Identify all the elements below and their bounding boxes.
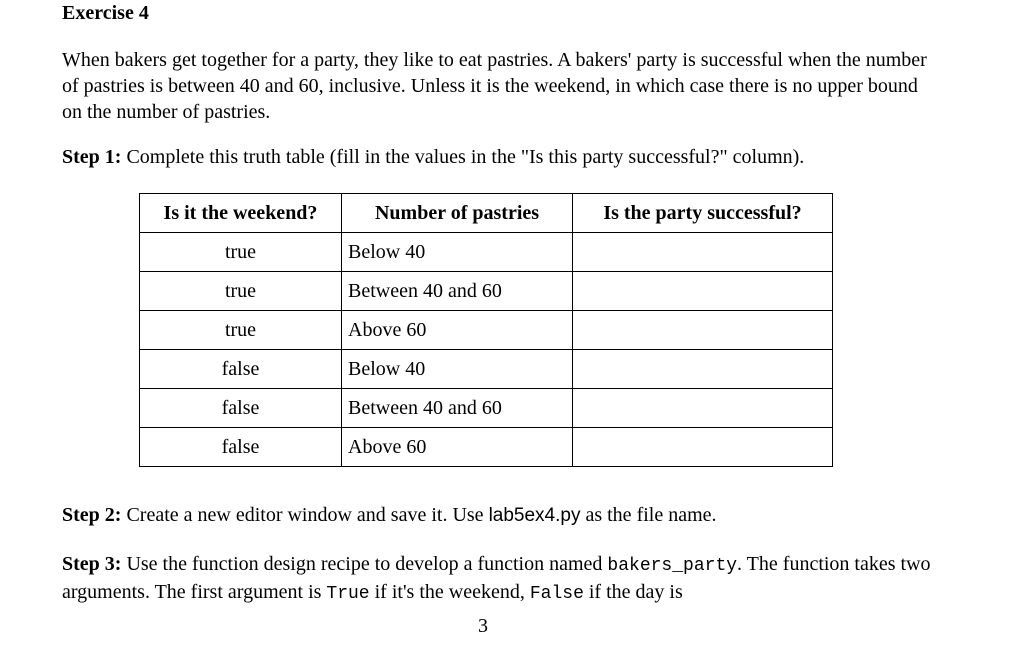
step-3-text-4: if the day is: [583, 581, 683, 603]
cell-successful[interactable]: [573, 311, 833, 350]
cell-weekend: true: [140, 233, 342, 272]
table-row: [140, 350, 833, 389]
cell-weekend: true: [140, 311, 342, 350]
step-3-label: Step 3:: [62, 553, 122, 575]
page-number: 3: [478, 615, 488, 637]
step-2-instruction: [62, 504, 717, 527]
filename: lab5ex4.py: [488, 505, 581, 526]
header-weekend: Is it the weekend?: [140, 194, 342, 233]
table-row: [140, 311, 833, 350]
cell-successful[interactable]: [573, 428, 833, 467]
step-1-instruction: [62, 146, 804, 169]
table-row: [140, 272, 833, 311]
step-2-label: Step 2:: [62, 504, 122, 526]
exercise-heading: Exercise 4: [62, 2, 149, 24]
cell-successful[interactable]: [573, 272, 833, 311]
cell-pastries: Above 60: [342, 428, 573, 467]
cell-weekend: false: [140, 389, 342, 428]
intro-paragraph: When bakers get together for a party, they like to eat pastries. A bakers' party is successful when the number of pastries is between 40 and 60, inclusive. Unless it is the weekend, in which case there is no upper bound on the number of pastries.: [62, 49, 927, 123]
step-3-text-3: if it's the weekend,: [369, 581, 530, 603]
cell-weekend: true: [140, 272, 342, 311]
cell-pastries: Below 40: [342, 233, 573, 272]
table-row: [140, 389, 833, 428]
step-3-instruction: [62, 551, 962, 607]
step-3-text-1: Use the function design recipe to develop a function named: [121, 553, 608, 575]
false-keyword: False: [529, 584, 584, 604]
truth-table: [139, 193, 833, 467]
function-name: bakers_party: [607, 556, 738, 576]
cell-successful[interactable]: [573, 233, 833, 272]
cell-pastries: Below 40: [342, 350, 573, 389]
cell-weekend: false: [140, 350, 342, 389]
header-successful: Is the party successful?: [573, 194, 833, 233]
step-1-label: Step 1:: [62, 146, 122, 168]
cell-pastries: Above 60: [342, 311, 573, 350]
true-keyword: True: [326, 584, 370, 604]
step-2-text-before: Create a new editor window and save it. Use: [121, 504, 489, 526]
header-pastries: Number of pastries: [342, 194, 573, 233]
step-2-text-after: as the file name.: [580, 504, 717, 526]
cell-pastries: Between 40 and 60: [342, 389, 573, 428]
table-row: [140, 233, 833, 272]
cell-pastries: Between 40 and 60: [342, 272, 573, 311]
cell-successful[interactable]: [573, 389, 833, 428]
step-3-text-2: . The function takes two arguments. The first argument is: [62, 553, 931, 603]
table-row: [140, 428, 833, 467]
step-1-text: Complete this truth table (fill in the values in the "Is this party successful?" column).: [121, 146, 805, 168]
cell-successful[interactable]: [573, 350, 833, 389]
cell-weekend: false: [140, 428, 342, 467]
truth-table-header-row: [140, 194, 833, 233]
